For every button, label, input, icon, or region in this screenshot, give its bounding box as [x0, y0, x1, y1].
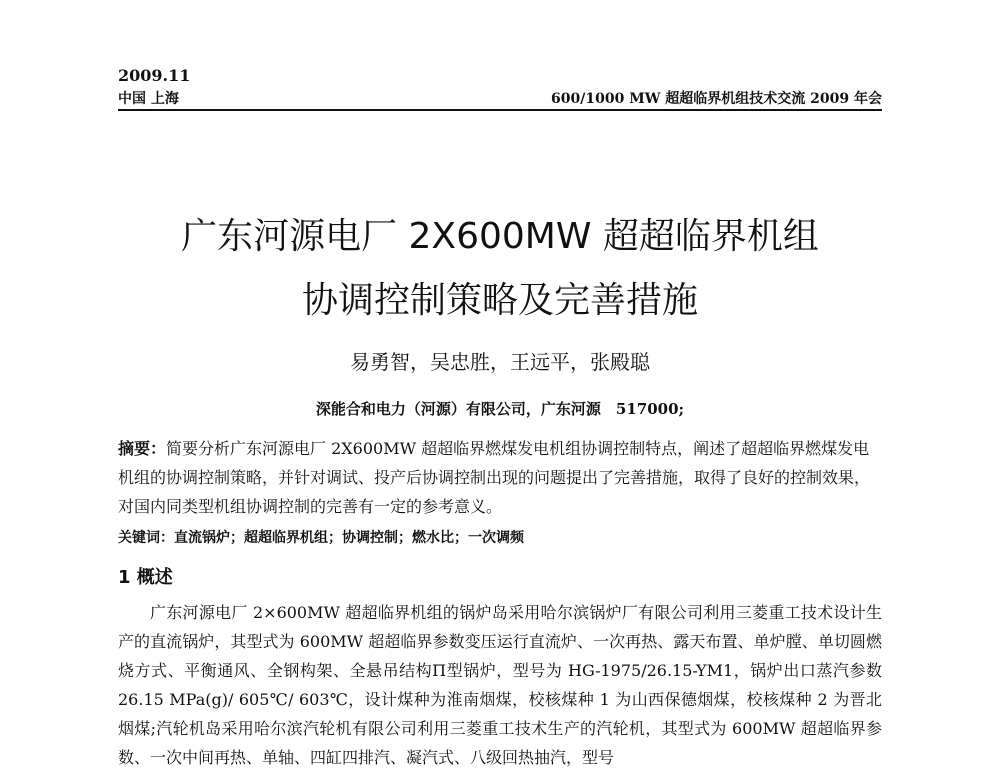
paper-title-line-1: 广东河源电厂 2X600MW 超超临界机组	[181, 216, 819, 257]
header-rule	[118, 109, 882, 111]
header-conference: 600/1000 MW 超超临界机组技术交流 2009 年会	[551, 91, 882, 107]
keywords-label: 关键词：	[118, 530, 174, 546]
section-body-overview: 广东河源电厂 2×600MW 超超临界机组的锅炉岛采用哈尔滨锅炉厂有限公司利用三菱重工技术设计生产的直流锅炉，其型式为 600MW 超超临界参数变压运行直流炉、一次再热、露天布置、单炉膛、单切圆燃烧方式、平衡通风、全钢构架、全悬吊结构Π型锅炉，型号为 HG-1975/26.15-YM1，锅炉出口蒸汽参数 26.15 MPa(g)/ 605℃/ 603℃，设计煤种为淮南烟煤，校核煤种 1 为山西保德烟煤，校核煤种 2 为晋北烟煤;汽轮机岛采用哈尔滨汽轮机有限公司利用三菱重工技术生产的汽轮机，其型式为 600MW 超超临界参数、一次中间再热、单轴、四缸四排汽、凝汽式、八级回热抽汽，型号	[118, 603, 882, 767]
header-location: 中国 上海	[118, 91, 179, 107]
keywords-text: 直流锅炉；超超临界机组；协调控制；燃水比；一次调频	[174, 530, 524, 546]
abstract-label: 摘要：	[118, 439, 167, 458]
author-list: 易勇智，吴忠胜，王远平，张殿聪	[350, 350, 650, 374]
keywords	[118, 527, 882, 547]
abstract	[118, 434, 882, 521]
abstract-text: 简要分析广东河源电厂 2X600MW 超超临界燃煤发电机组协调控制特点，阐述了超超临界燃煤发电机组的协调控制策略，并针对调试、投产后协调控制出现的问题提出了完善措施，取得了良好的控制效果，对国内同类型机组协调控制的完善有一定的参考意义。	[118, 439, 871, 516]
affiliation: 深能合和电力（河源）有限公司，广东河源 517000;	[315, 400, 685, 418]
header-date: 2009.11	[118, 66, 191, 85]
section-heading-overview: 1 概述	[118, 567, 173, 588]
paper-title-line-2: 协调控制策略及完善措施	[301, 280, 698, 321]
